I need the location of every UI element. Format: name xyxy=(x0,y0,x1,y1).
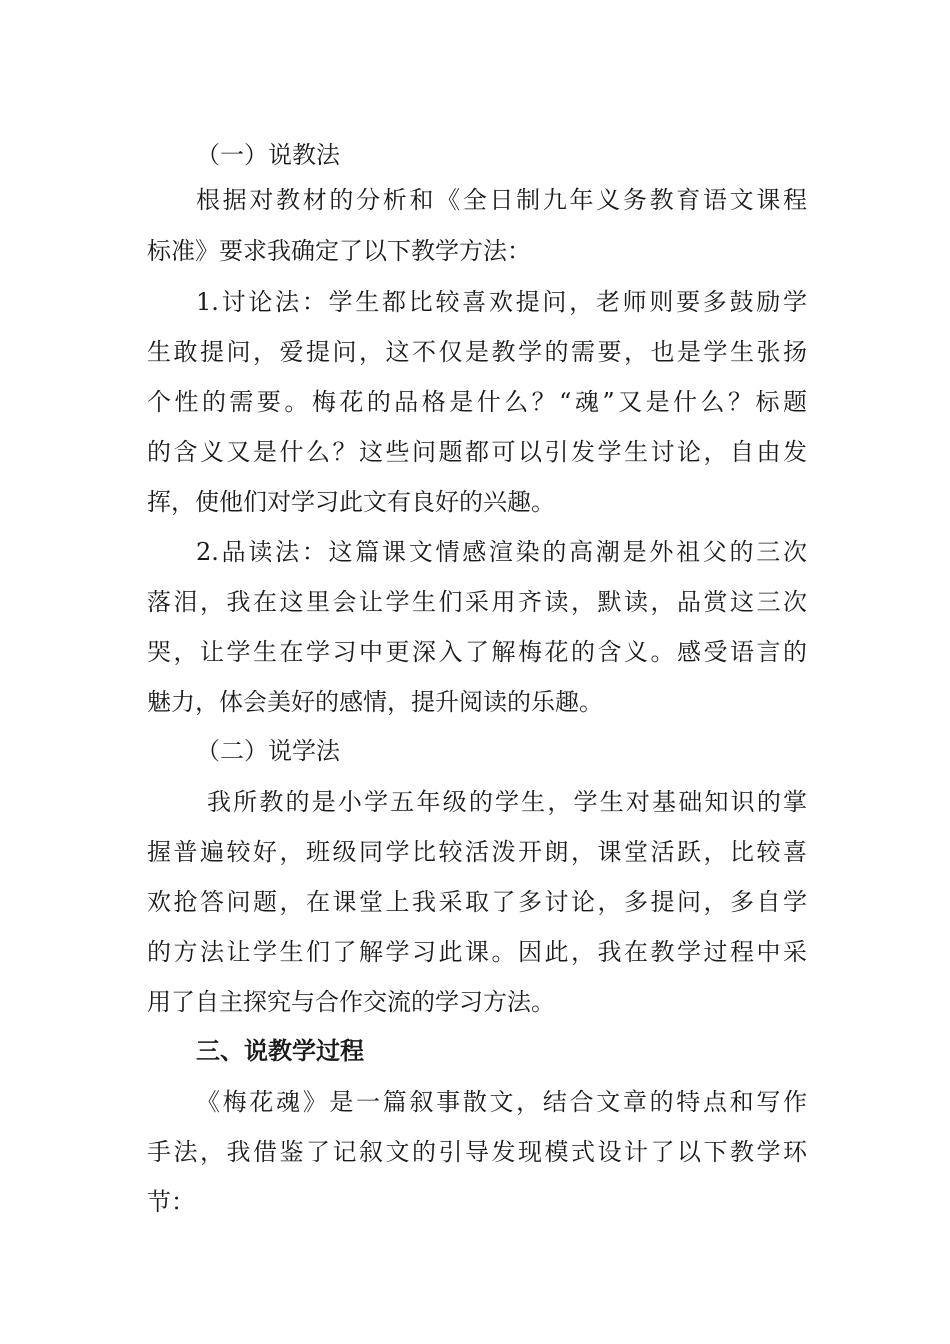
paragraph-line: 2.品读法：这篇课文情感渲染的高潮是外祖父的三次 xyxy=(196,538,807,566)
paragraph-line: 根据对教材的分析和《全日制九年义务教育语文课程 xyxy=(196,186,807,214)
paragraph-line: 的含义又是什么？这些问题都可以引发学生讨论，自由发 xyxy=(147,438,807,466)
paragraph-line: 哭，让学生在学习中更深入了解梅花的含义。感受语言的 xyxy=(147,638,807,666)
paragraph-line: 《梅花魂》是一篇叙事散文，结合文章的特点和写作 xyxy=(196,1088,807,1116)
paragraph-line: 1.讨论法：学生都比较喜欢提问，老师则要多鼓励学 xyxy=(196,288,807,316)
paragraph-line: 生敢提问，爱提问，这不仅是教学的需要，也是学生张扬 xyxy=(147,338,807,366)
paragraph-line: 握普遍较好，班级同学比较活泼开朗，课堂活跃，比较喜 xyxy=(147,838,807,866)
paragraph-line: 个性的需要。梅花的品格是什么？“魂”又是什么？标题 xyxy=(147,388,807,416)
paragraph-line: 落泪，我在这里会让学生们采用齐读，默读，品赏这三次 xyxy=(147,588,807,616)
section-heading-teaching-process: 三、说教学过程 xyxy=(196,1037,364,1065)
paragraph-line: 用了自主探究与合作交流的学习方法。 xyxy=(147,988,555,1016)
paragraph-line: 标准》要求我确定了以下教学方法： xyxy=(147,237,531,265)
paragraph-line: 节： xyxy=(147,1188,195,1216)
paragraph-line: 手法，我借鉴了记叙文的引导发现模式设计了以下教学环 xyxy=(147,1138,807,1166)
section-heading-learning-methods: （二）说学法 xyxy=(196,737,340,765)
paragraph-line: 魅力，体会美好的感情，提升阅读的乐趣。 xyxy=(147,688,603,716)
paragraph-line: 挥，使他们对学习此文有良好的兴趣。 xyxy=(147,488,555,516)
paragraph-line: 欢抢答问题，在课堂上我采取了多讨论，多提问，多自学 xyxy=(147,888,807,916)
paragraph-line: 我所教的是小学五年级的学生，学生对基础知识的掌 xyxy=(207,788,807,816)
paragraph-line: 的方法让学生们了解学习此课。因此，我在教学过程中采 xyxy=(147,938,807,966)
section-heading-teaching-methods: （一）说教法 xyxy=(196,141,340,169)
